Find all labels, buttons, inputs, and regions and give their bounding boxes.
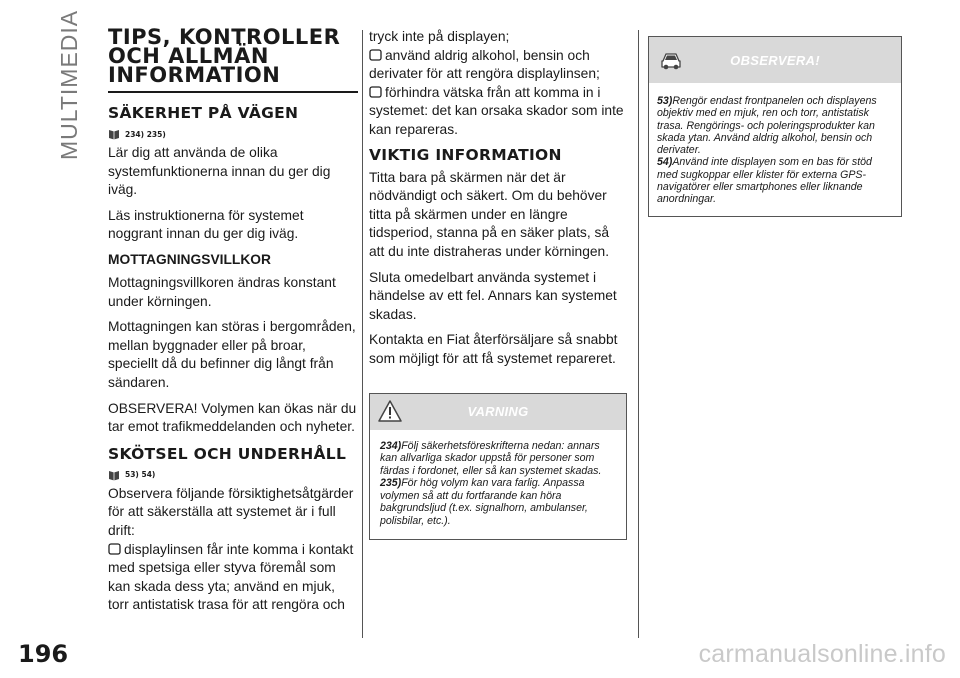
column-3: [648, 36, 902, 217]
warning-number: 234): [380, 439, 402, 452]
notice-body: [649, 83, 901, 216]
notice-number: 54): [657, 156, 673, 169]
care-heading: SKÖTSEL OCH UNDERHÅLL: [108, 444, 347, 463]
notice-label: OBSERVERA!: [730, 53, 820, 68]
paragraph: Titta bara på skärmen när det är nödvändigt och säkert. Om du behöver titta på skärmen under en längre tidsperiod, stanna på en säker plats, så att du inte distraheras under körningen.: [369, 169, 610, 259]
paragraph: Mottagningsvillkoren ändras konstant under körningen.: [108, 274, 336, 309]
square-bullet-icon: [108, 543, 121, 555]
column-1: [108, 25, 358, 622]
paragraph: Lär dig att använda de olika systemfunktionerna innan du ger dig iväg.: [108, 145, 331, 198]
page-title: TIPS, KONTROLLER OCH ALLMÄN INFORMATION: [108, 28, 358, 93]
notice-header: [649, 37, 901, 83]
continued-text: tryck inte på displayen;: [369, 29, 510, 44]
notice-text: Rengör endast frontpanelen och displayens objektiv med en mjuk, ren och torr, antistatisk trasa. Rengörings- och poleringsprodukter kan skada ytan. Använd aldrig alkohol, bensin och derivater.: [657, 95, 877, 157]
notice-item: [657, 156, 893, 205]
warning-number: 235): [380, 477, 402, 489]
bullet-text: förhindra vätska från att komma in i systemet: det kan orsaka skador som inte kan repareras.: [369, 84, 624, 137]
book-icon: [108, 128, 120, 140]
warning-text: Följ säkerhetsföreskrifterna nedan: annars kan allvarliga skador uppstå för personer som färdas i fordonet, eller så kan systemet skadas.: [380, 439, 602, 477]
paragraph: Läs instruktionerna för systemet noggrant innan du ger dig iväg.: [108, 207, 304, 242]
paragraph: OBSERVERA! Volymen kan ökas när du tar emot trafikmeddelanden och nyheter.: [108, 400, 357, 435]
bullet-text: displaylinsen får inte komma i kontakt med spetsiga eller styva föremål som kan skada dess yta; använd en mjuk, torr antistatisk trasa för att rengöra och: [108, 541, 354, 613]
warning-header: [370, 394, 626, 430]
safety-heading: SÄKERHET PÅ VÄGEN: [108, 104, 299, 122]
notice-box: [648, 36, 902, 217]
important-heading: VIKTIG INFORMATION: [369, 145, 562, 164]
paragraph: Observera följande försiktighetsåtgärder för att säkerställa att systemet är i full drift:: [108, 485, 354, 538]
paragraph: Mottagningen kan störas i bergområden, mellan byggnader eller på broar, speciellt då du befinner dig långt från sändaren.: [108, 319, 356, 390]
safety-references: [108, 126, 358, 142]
book-icon: [108, 469, 120, 481]
warning-item: [380, 440, 616, 478]
notice-item: [657, 95, 893, 156]
notice-text: Använd inte displayen som en bas för stöd med sugkoppar eller klister för externa GPS-navigatörer eller smartphones eller liknande anordningar.: [657, 156, 872, 206]
warning-box: [369, 393, 627, 541]
bullet-text: använd aldrig alkohol, bensin och derivater för att rengöra displaylinsen;: [369, 47, 600, 82]
square-bullet-icon: [369, 86, 382, 98]
column-divider-1: [362, 30, 363, 638]
reference-numbers: 234) 235): [125, 129, 166, 139]
paragraph: Sluta omedelbart använda systemet i händelse av ett fel. Annars kan systemet skadas.: [369, 269, 617, 322]
bullet-item: [108, 541, 358, 615]
warning-label: VARNING: [467, 403, 529, 419]
column-2: [369, 28, 627, 540]
column-divider-2: [638, 30, 639, 638]
care-references: [108, 467, 358, 483]
paragraph: Kontakta en Fiat återförsäljare så snabbt som möjligt för att få systemet repareret.: [369, 332, 618, 366]
reference-numbers: 53) 54): [125, 470, 156, 480]
square-bullet-icon: [369, 49, 382, 61]
bullet-item: [369, 84, 627, 140]
notice-number: 53): [657, 95, 673, 107]
bullet-item: [369, 47, 627, 84]
warning-body: [370, 430, 626, 540]
reception-heading: MOTTAGNINGSVILLKOR: [108, 251, 271, 267]
watermark: carmanualsonline.info: [698, 640, 946, 668]
warning-item: [380, 477, 616, 527]
page-number: 196: [18, 640, 69, 668]
section-side-label: MULTIMEDIA: [56, 9, 82, 160]
warning-text: För hög volym kan vara farlig. Anpassa volymen så att du fortfarande kan höra bakgrundsljud (t.ex. signalhorn, ambulanser, polisbilar, etc.).: [380, 477, 588, 527]
